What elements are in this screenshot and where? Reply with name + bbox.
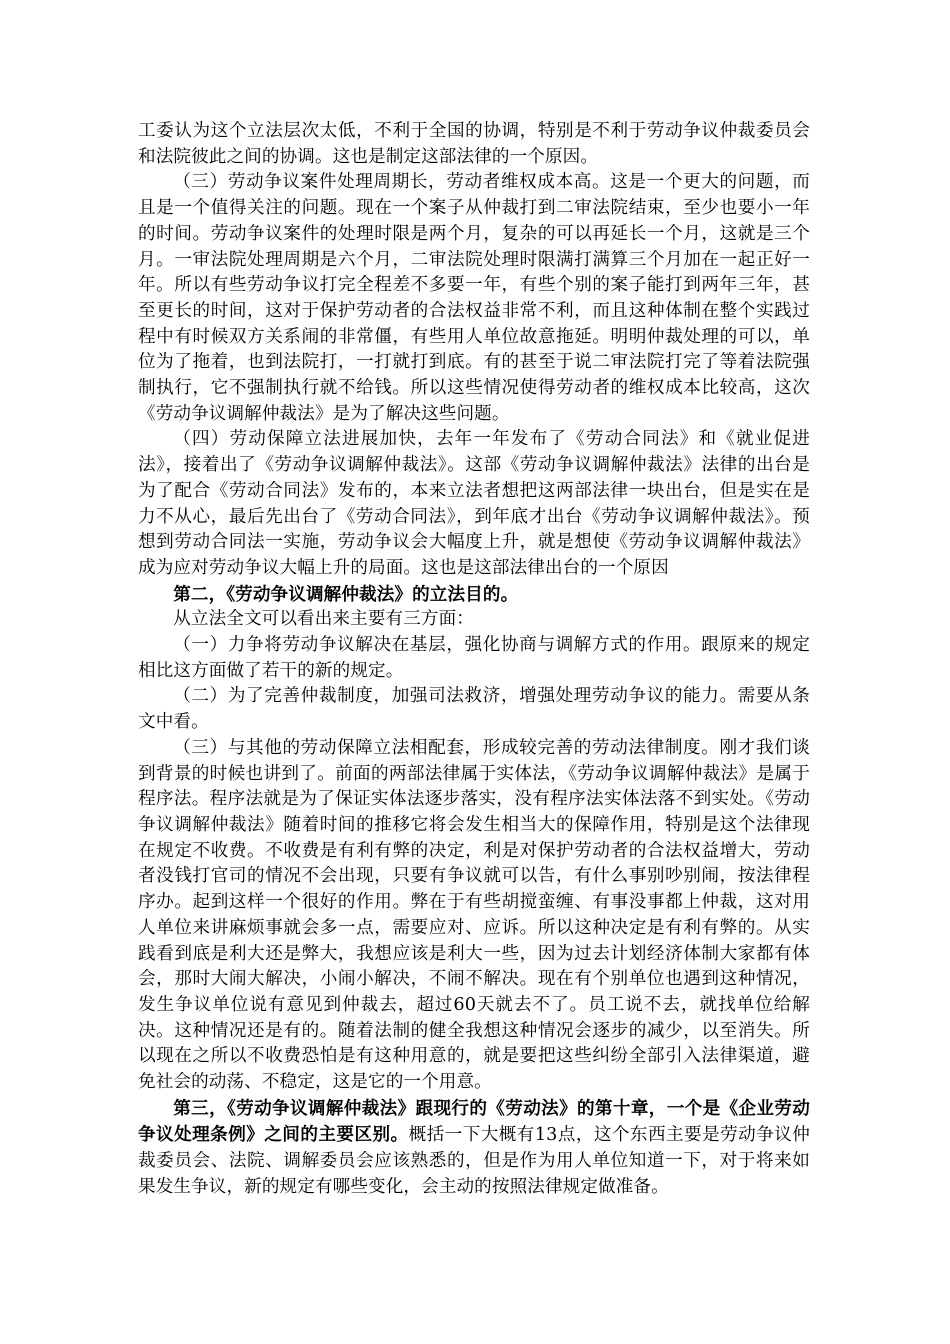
paragraph-5: （一）力争将劳动争议解决在基层，强化协商与调解方式的作用。跟原来的规定相比这方面做了若干的新的规定。 [138,635,810,681]
paragraph-final [138,1096,810,1201]
paragraph-1: 工委认为这个立法层次太低，不利于全国的协调，特别是不利于劳动争议仲裁委员会和法院彼此之间的协调。这也是制定这部法律的一个原因。 [138,121,810,167]
section-heading-3: 第三，《劳动争议调解仲裁法》跟现行的《劳动法》的第十章，一个是《企业劳动争议处理条例》之间的主要区别。 [138,1097,810,1146]
paragraph-2: （三）劳动争议案件处理周期长，劳动者维权成本高。这是一个更大的问题，而且是一个值得关注的问题。现在一个案子从仲裁打到二审法院结束，至少也要小一年的时间。劳动争议案件的处理时限是两个月，复杂的可以再延长一个月，这就是三个月。一审法院处理周期是六个月，二审法院处理时限满打满算三个月加在一起正好一年。所以有些劳动争议打完全程差不多要一年，有些个别的案子能打到两年三年，甚至更长的时间，这对于保护劳动者的合法权益非常不利，而且这种体制在整个实践过程中有时候双方关系闹的非常僵，有些用人单位故意拖延。明明仲裁处理的可以，单位为了拖着，也到法院打，一打就打到底。有的甚至于说二审法院打完了等着法院强制执行，它不强制执行就不给钱。所以这些情况使得劳动者的维权成本比较高，这次《劳动争议调解仲裁法》是为了解决这些问题。 [138,172,810,424]
paragraph-7: （三）与其他的劳动保障立法相配套，形成较完善的劳动法律制度。刚才我们谈到背景的时候也讲到了。前面的两部法律属于实体法，《劳动争议调解仲裁法》是属于程序法。程序法就是为了保证实体法逐步落实，没有程序法实体法落不到实处。《劳动争议调解仲裁法》随着时间的推移它将会发生相当大的保障作用，特别是这个法律现在规定不收费。不收费是有利有弊的决定，利是对保护劳动者的合法权益增大，劳动者没钱打官司的情况不会出现，只要有争议就可以告，有什么事别吵别闹，按法律程序办。起到这样一个很好的作用。弊在于有些胡搅蛮缠、有事没事都上仲裁，这对用人单位来讲麻烦事就会多一点，需要应对、应诉。所以这种决定是有利有弊的。从实践看到底是利大还是弊大，我想应该是利大一些，因为过去计划经济体制大家都有体会，那时大闹大解决，小闹小解决，不闹不解决。现在有个别单位也遇到这种情况，发生争议单位说有意见到仲裁去，超过60天就去不了。员工说不去，就找单位给解决。这种情况还是有的。随着法制的健全我想这种情况会逐步的减少，以至消失。所以现在之所以不收费恐怕是有这种用意的，就是要把这些纠纷全部引入法律渠道，避免社会的动荡、不稳定，这是它的一个用意。 [138,737,810,1093]
paragraph-4: 从立法全文可以看出来主要有三方面： [173,609,474,630]
section-heading-2: 第二，《劳动争议调解仲裁法》的立法目的。 [173,583,519,605]
paragraph-3: （四）劳动保障立法进展加快，去年一年发布了《劳动合同法》和《就业促进法》，接着出了《劳动争议调解仲裁法》。这部《劳动争议调解仲裁法》法律的出台是为了配合《劳动合同法》发布的，本来立法者想把这两部法律一块出台，但是实在是力不从心，最后先出台了《劳动合同法》，到年底才出台《劳动争议调解仲裁法》。预想到劳动合同法一实施，劳动争议会大幅度上升，就是想使《劳动争议调解仲裁法》成为应对劳动争议大幅上升的局面。这也是这部法律出台的一个原因 [138,429,810,578]
paragraph-final-body: 概括一下大概有13点，这个东西主要是劳动争议仲裁委员会、法院、调解委员会应该熟悉的，但是作为用人单位知道一下，对于将来如果发生争议，新的规定有哪些变化，会主动的按照法律规定做准备。 [138,1125,810,1197]
paragraph-6: （二）为了完善仲裁制度，加强司法救济，增强处理劳动争议的能力。需要从条文中看。 [138,686,810,733]
document-page [138,119,810,1201]
